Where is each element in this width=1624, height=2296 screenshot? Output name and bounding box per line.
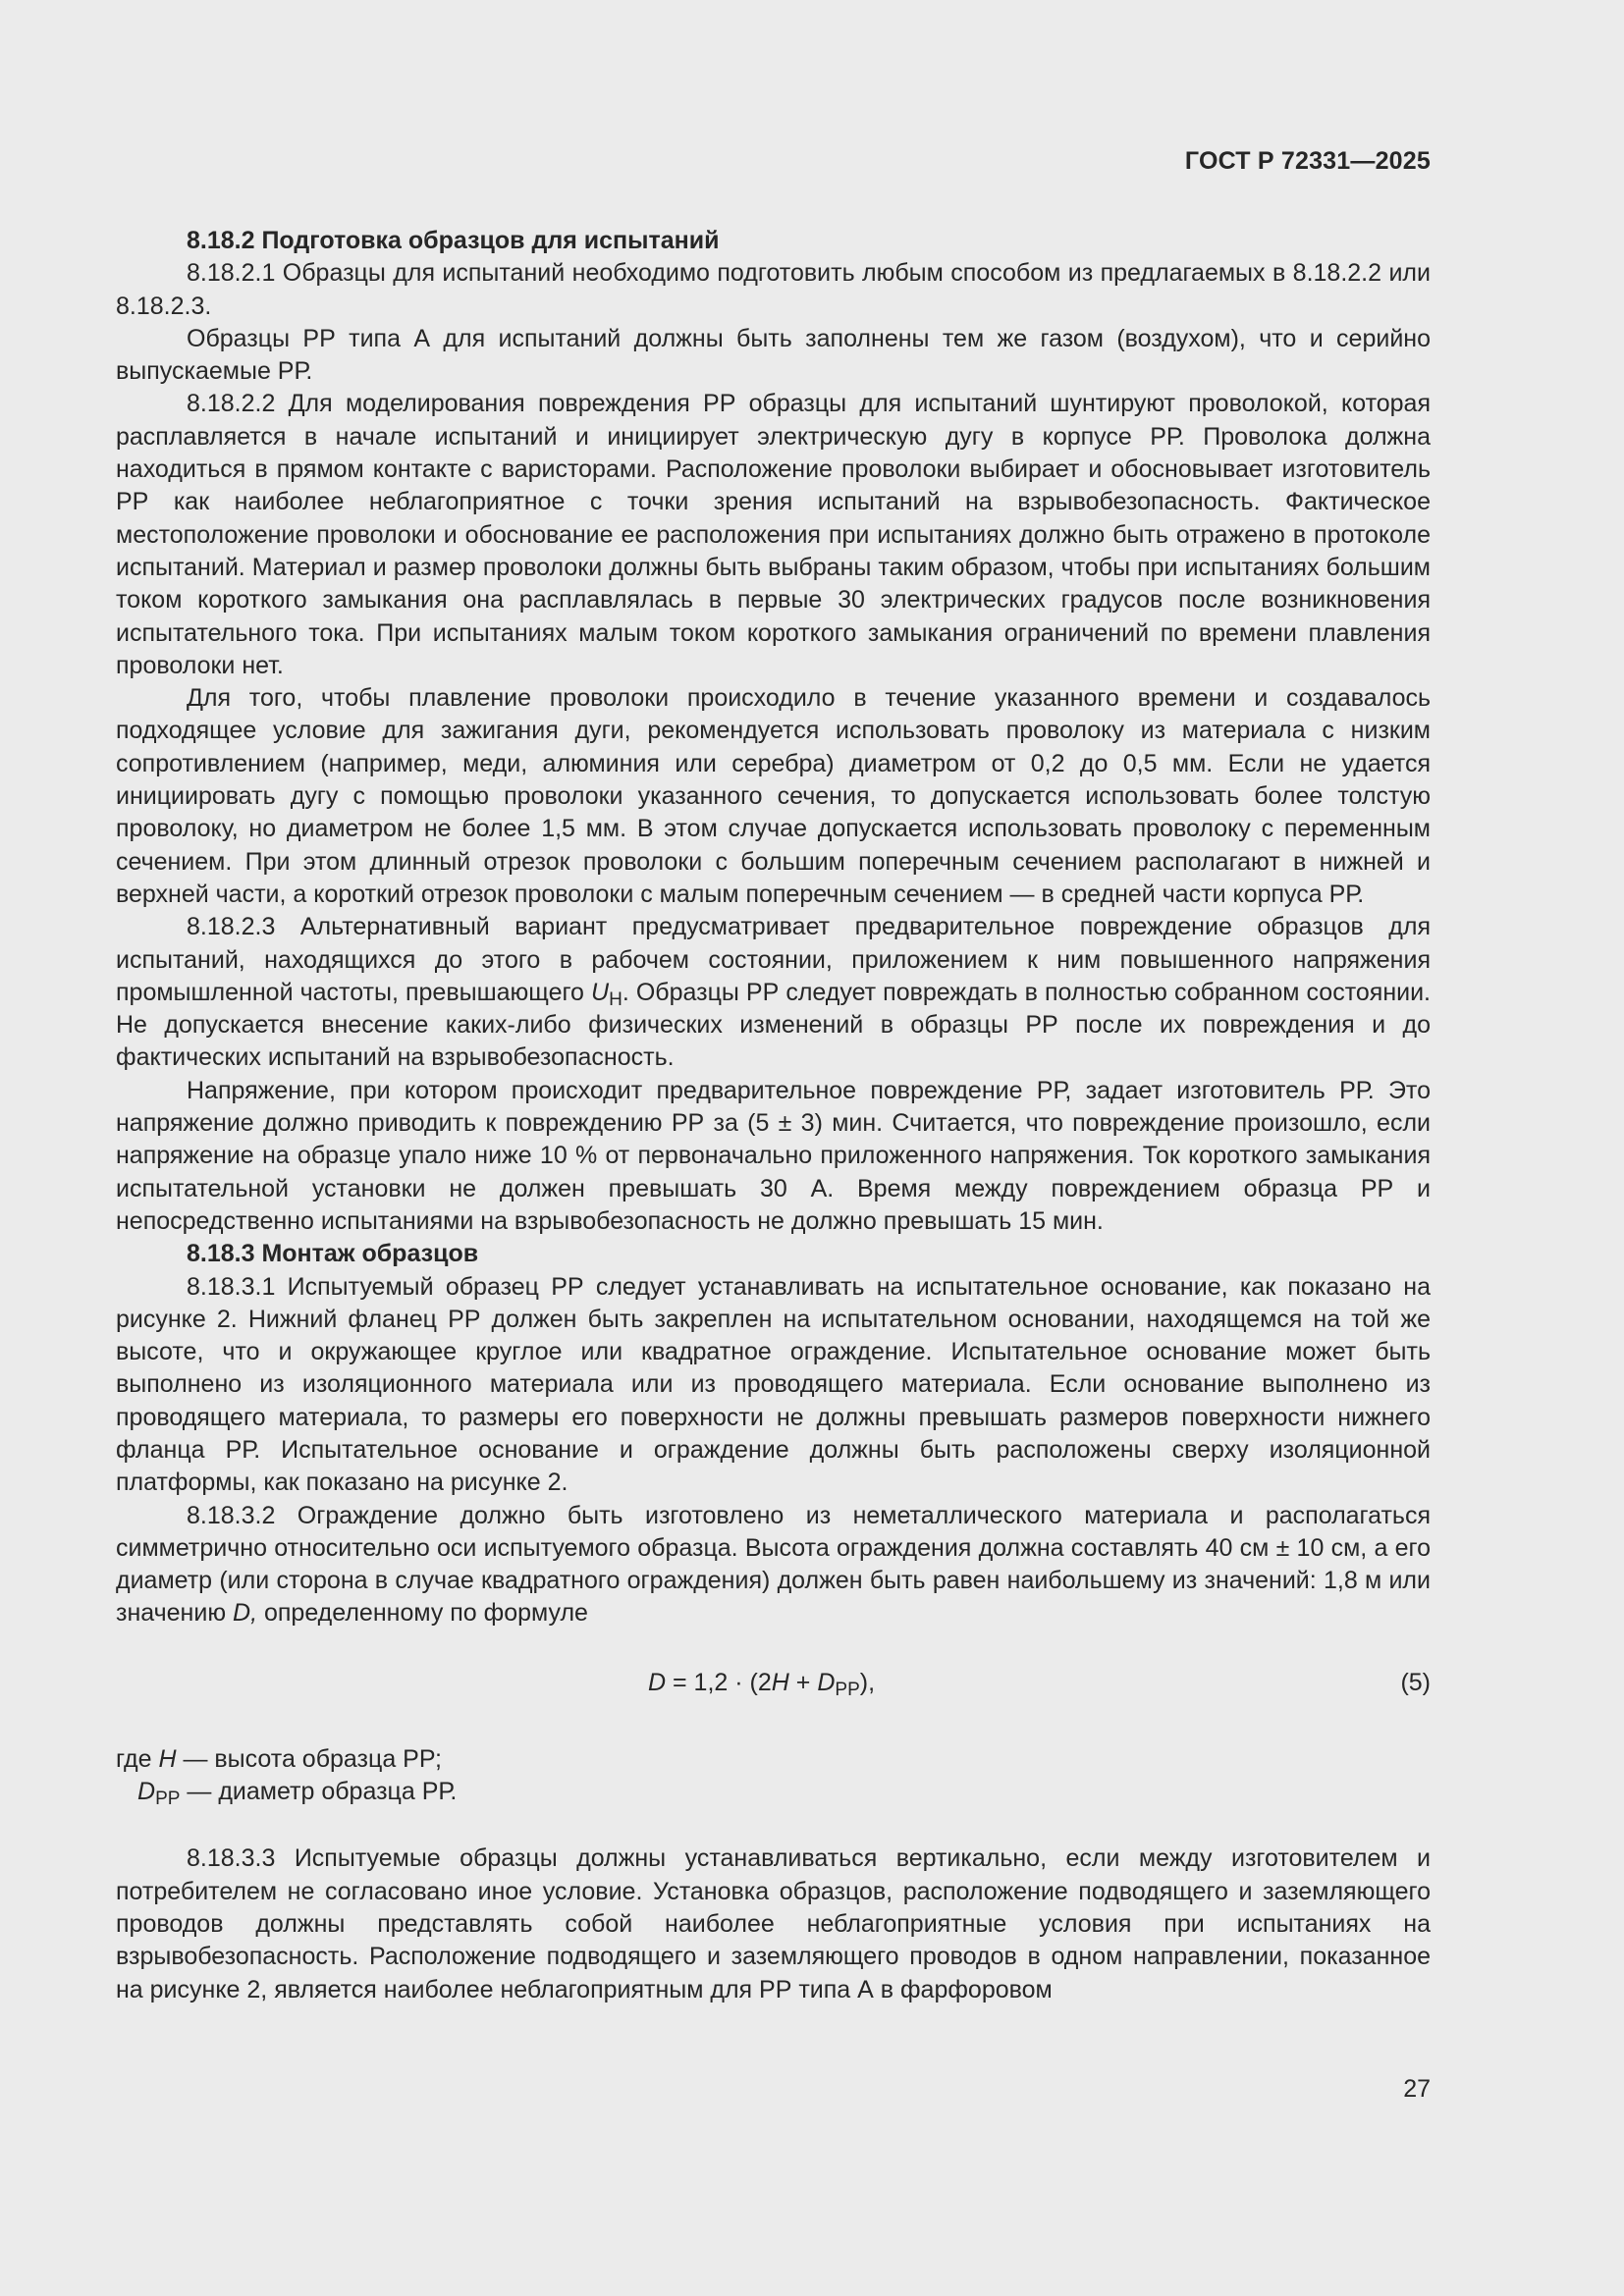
formula-part: = 1,2 · (2 <box>666 1668 772 1696</box>
formula-d-pp: D <box>817 1668 836 1696</box>
formula <box>648 1667 875 1699</box>
paragraph-8-18-3-1: 8.18.3.1 Испытуемый образец РР следует устанавливать на испытательное основание, как показано на рисунке 2. Нижний фланец РР должен быть закреплен на испытательном основании, находящемся на той же высоте, что и окружающее круглое или квадратное ограждение. Испытательное основание может быть выполнено из изоляционного материала или из проводящего материала. Если основание выполнено из проводящего материала, то размеры его поверхности не должны превышать размеров поверхности нижнего фланца РР. Испытательное основание и ограждение должны быть расположены сверху изоляционной платформы, как показано на рисунке 2. <box>116 1272 1431 1497</box>
document-code-header: ГОСТ Р 72331—2025 <box>1184 147 1431 175</box>
paragraph-8-18-3-3: 8.18.3.3 Испытуемые образцы должны устанавливаться вертикально, если между изготовителем и потребителем не согласовано иное условие. Установка образцов, расположение подводящего и заземляющего проводов должны представлять собой наиболее неблагоприятные условия при испытаниях на взрывобезопасность. Расположение подводящего и заземляющего проводов в одном направлении, показанное на рисунке 2, является наиболее неблагоприятным для РР типа А в фарфоровом <box>116 1844 1431 2003</box>
section-heading-8-18-2: 8.18.2 Подготовка образцов для испытаний <box>187 227 720 254</box>
page-number: 27 <box>1403 2075 1431 2103</box>
paragraph-text: 8.18.3.2 Ограждение должно быть изготовлено из неметаллического материала и располагаться симметрично относительно оси испытуемого образца. Высота ограждения должна составлять 40 см ± 10 см, а его диаметр (или сторона в случае квадратного ограждения) должен быть равен наибольшему из значений: 1,8 м или значению <box>116 1501 1431 1628</box>
formula-d: D <box>648 1668 667 1696</box>
voltage-subscript: Н <box>609 988 623 1010</box>
paragraph-gas-filling: Образцы РР типа А для испытаний должны быть заполнены тем же газом (воздухом), что и серийно выпускаемые РР. <box>116 324 1431 386</box>
legend-d-symbol: D <box>137 1778 156 1806</box>
formula-part: + <box>788 1668 818 1696</box>
formula-number: (5) <box>1400 1668 1431 1696</box>
paragraph-8-18-2-3 <box>116 911 1431 1074</box>
paragraph-8-18-2-2: 8.18.2.2 Для моделирования повреждения РР образцы для испытаний шунтируют проволокой, которая расплавляется в начале испытаний и инициирует электрическую дугу в корпусе РР. Проволока должна находиться в прямом контакте с варисторами. Расположение проволоки выбирает и обосновывает изготовитель РР как наиболее неблагоприятное с точки зрения испытаний на взрывобезопасность. Фактическое местоположение проволоки и обоснование ее расположения при испытаниях должно быть отражено в протоколе испытаний. Материал и размер проволоки должны быть выбраны таким образом, чтобы при испытаниях большим током короткого замыкания она расплавлялась в первые 30 электрических градусов после возникновения испытательного тока. При испытаниях малым током короткого замыкания ограничений по времени плавления проволоки нет. <box>116 390 1431 679</box>
document-body <box>116 225 1431 2006</box>
legend-h-symbol: H <box>158 1744 177 1773</box>
paragraph-8-18-2-1: 8.18.2.1 Образцы для испытаний необходимо подготовить любым способом из предлагаемых в 8.18.2.2 или 8.18.2.3. <box>116 259 1431 320</box>
paragraph-text: . Образцы РР следует повреждать в полностью собранном состоянии. Не допускается внесение каких-либо физических изменений в образцы РР после их повреждения и до фактических испытаний на взрывобезопасность. <box>116 978 1431 1072</box>
legend-d-subscript: РР <box>155 1789 181 1810</box>
formula-legend <box>116 1743 1431 1809</box>
formula-part: ), <box>859 1668 876 1696</box>
paragraph-text: определенному по формуле <box>257 1599 588 1628</box>
legend-prefix: где <box>116 1744 159 1773</box>
paragraph-8-18-3-2 <box>116 1500 1431 1630</box>
legend-d-desc: — диаметр образца РР. <box>180 1778 458 1806</box>
legend-h <box>116 1743 1431 1776</box>
legend-h-desc: — высота образца РР; <box>176 1744 442 1773</box>
paragraph-text: 8.18.2.3 Альтернативный вариант предусматривает предварительное повреждение образцов для испытаний, находящихся до этого в рабочем состоянии, приложением к ним повышенного напряжения промышленной частоты, превышающего <box>116 913 1431 1006</box>
section-heading-8-18-3: 8.18.3 Монтаж образцов <box>187 1240 479 1268</box>
voltage-symbol: U <box>591 978 610 1006</box>
formula-block <box>116 1667 1431 1699</box>
paragraph-damage-voltage: Напряжение, при котором происходит предварительное повреждение РР, задает изготовитель РР. Это напряжение должно приводить к повреждению РР за (5 ± 3) мин. Считается, что повреждение произошло, если напряжение на образце упало ниже 10 % от первоначально приложенного напряжения. Ток короткого замыкания испытательной установки не должен превышать 30 А. Время между повреждением образца РР и непосредственно испытаниями на взрывобезопасность не должно превышать 15 мин. <box>116 1076 1431 1235</box>
formula-subscript: РР <box>835 1679 860 1700</box>
legend-d <box>116 1776 1431 1808</box>
paragraph-wire-melting: Для того, чтобы плавление проволоки происходило в течение указанного времени и создавалось подходящее условие для зажигания дуги, рекомендуется использовать проволоку из материала с низким сопротивлением (например, меди, алюминия или серебра) диаметром от 0,2 до 0,5 мм. Если не удается инициировать дугу с помощью проволоки указанного сечения, то допускается использовать более толстую проволоку, но диаметром не более 1,5 мм. В этом случае допускается использовать проволоку с переменным сечением. При этом длинный отрезок проволоки с большим поперечным сечением располагают в нижней и верхней части, а короткий отрезок проволоки с малым поперечным сечением — в средней части корпуса РР. <box>116 684 1431 908</box>
diameter-symbol: D, <box>233 1599 258 1628</box>
formula-h: H <box>771 1668 789 1696</box>
